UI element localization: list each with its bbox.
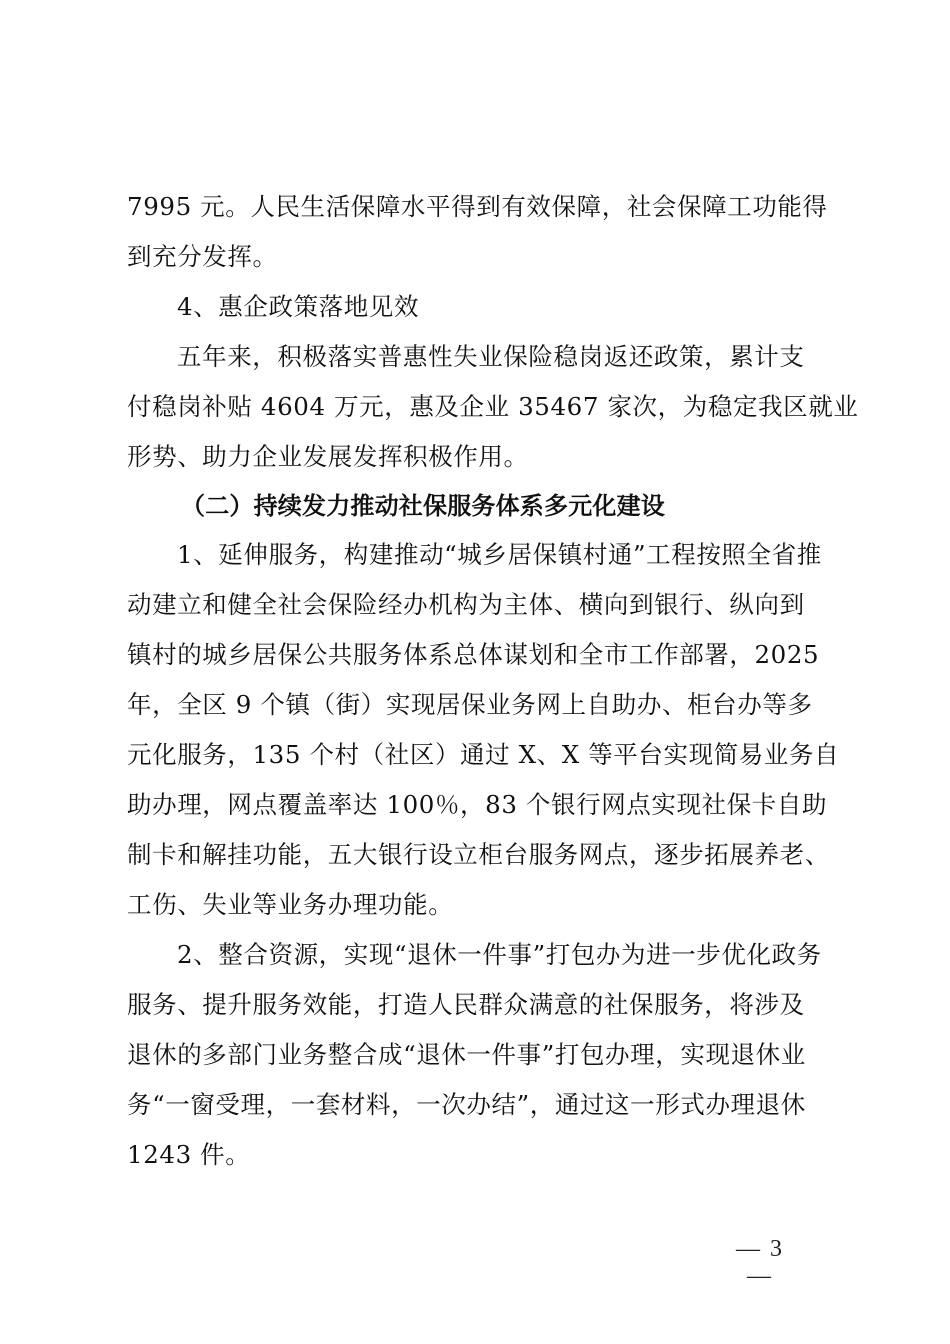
text-line: 2、整合资源，实现“退休一件事”打包办为进一步优化政务 (177, 940, 822, 969)
text-line: 务“一窗受理，一套材料，一次办结”，通过这一形式办理退休 (127, 1090, 806, 1119)
text-line: 到充分发挥。 (127, 242, 278, 271)
text-line: 五年来，积极落实普惠性失业保险稳岗返还政策，累计支 (177, 342, 805, 371)
paragraph-extend-service (127, 530, 840, 930)
section-heading-text: （二）持续发力推动社保服务体系多元化建设 (181, 492, 665, 520)
text-line: 服务、提升服务效能，打造人民群众满意的社保服务，将涉及 (127, 990, 805, 1019)
text-line: 助办理，网点覆盖率达 100％，83 个银行网点实现社保卡自助 (127, 790, 828, 819)
subheading-4 (127, 282, 832, 332)
text-line: 形势、助力企业发展发挥积极作用。 (127, 442, 529, 471)
text-line: 制卡和解挂功能，五大银行设立柜台服务网点，逐步拓展养老、 (127, 840, 830, 869)
paragraph-integrate-resources (127, 930, 832, 1180)
section-heading (127, 482, 832, 530)
text-line: 1、延伸服务，构建推动“城乡居保镇村通”工程按照全省推 (177, 540, 822, 569)
text-line: 镇村的城乡居保公共服务体系总体谋划和全市工作部署，2025 (127, 640, 820, 669)
paragraph-enterprise-policy (127, 332, 859, 482)
text-line: 退休的多部门业务整合成“退休一件事”打包办理，实现退休业 (127, 1040, 806, 1069)
text-line: 动建立和健全社会保险经办机构为主体、横向到银行、纵向到 (127, 590, 805, 619)
text-line: 1243 件。 (127, 1140, 251, 1169)
text-line: 工伤、失业等业务办理功能。 (127, 890, 454, 919)
document-page (127, 182, 859, 1180)
text-line: 7995 元。人民生活保障水平得到有效保障，社会保障工功能得 (127, 192, 828, 221)
page-number: — 3 — (736, 1236, 784, 1289)
text-line: 付稳岗补贴 4604 万元，惠及企业 35467 家次，为稳定我区就业 (127, 392, 859, 421)
text-line: 年，全区 9 个镇（街）实现居保业务网上自助办、柜台办等多 (127, 690, 813, 719)
text-line: 元化服务，135 个村（社区）通过 X、X 等平台实现简易业务自 (127, 740, 840, 769)
paragraph-continuation (127, 182, 832, 282)
subheading-text: 4、惠企政策落地见效 (177, 292, 420, 321)
